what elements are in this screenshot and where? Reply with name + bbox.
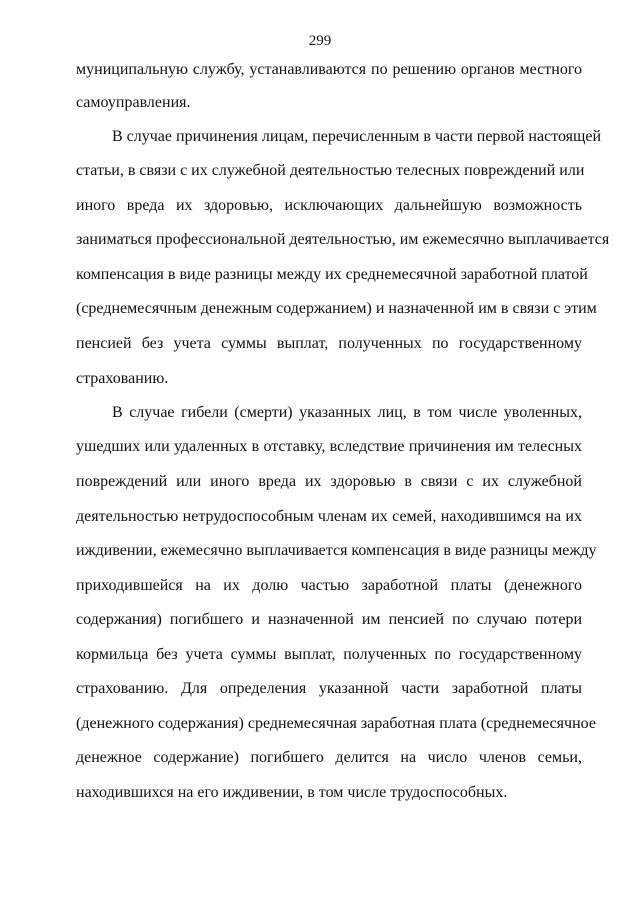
paragraph-3-line-7: содержания) погибшего и назначенной им пенсией по случаю потери	[76, 611, 582, 628]
paragraph-3-line-1: В случае гибели (смерти) указанных лиц, в том числе уволенных,	[112, 404, 582, 421]
paragraph-2-line-3: иного вреда их здоровью, исключающих дальнейшую возможность	[76, 197, 582, 214]
page-number: 299	[308, 33, 332, 49]
paragraph-3-line-3: повреждений или иного вреда их здоровью в связи с их служебной	[76, 473, 582, 490]
paragraph-3-line-2: ушедших или удаленных в отставку, вследствие причинения им телесных	[76, 438, 582, 455]
paragraph-3-line-8: кормильца без учета суммы выплат, полученных по государственному	[76, 646, 582, 663]
paragraph-3-line-5: иждивении, ежемесячно выплачивается компенсация в виде разницы между	[76, 542, 597, 559]
paragraph-3-line-6: приходившейся на их долю частью заработной платы (денежного	[76, 577, 582, 594]
paragraph-2-line-2: статьи, в связи с их служебной деятельностью телесных повреждений или	[76, 162, 585, 179]
paragraph-3-line-11: денежное содержание) погибшего делится на число членов семьи,	[76, 749, 582, 766]
paragraph-3-line-9: страхованию. Для определения указанной части заработной платы	[76, 680, 582, 697]
paragraph-3-line-4: деятельностью нетрудоспособным членам их семей, находившимся на их	[76, 508, 582, 525]
paragraph-2-line-1: В случае причинения лицам, перечисленным в части первой настоящей	[112, 128, 602, 145]
paragraph-2-line-8: страхованию.	[76, 370, 169, 387]
paragraph-2-line-7: пенсией без учета суммы выплат, полученных по государственному	[76, 335, 582, 352]
paragraph-2-line-5: компенсация в виде разницы между их среднемесячной заработной платой	[76, 266, 588, 283]
paragraph-1-line-2: самоуправления.	[76, 94, 191, 111]
paragraph-2-line-4: заниматься профессиональной деятельностью, им ежемесячно выплачивается	[76, 231, 610, 248]
paragraph-3-line-12: находившихся на его иждивении, в том числе трудоспособных.	[76, 784, 508, 801]
paragraph-1-line-1: муниципальную службу, устанавливаются по решению органов местного	[76, 61, 582, 78]
paragraph-2-line-6: (среднемесячным денежным содержанием) и назначенной им в связи с этим	[76, 300, 597, 317]
paragraph-3-line-10: (денежного содержания) среднемесячная заработная плата (среднемесячное	[76, 715, 596, 732]
